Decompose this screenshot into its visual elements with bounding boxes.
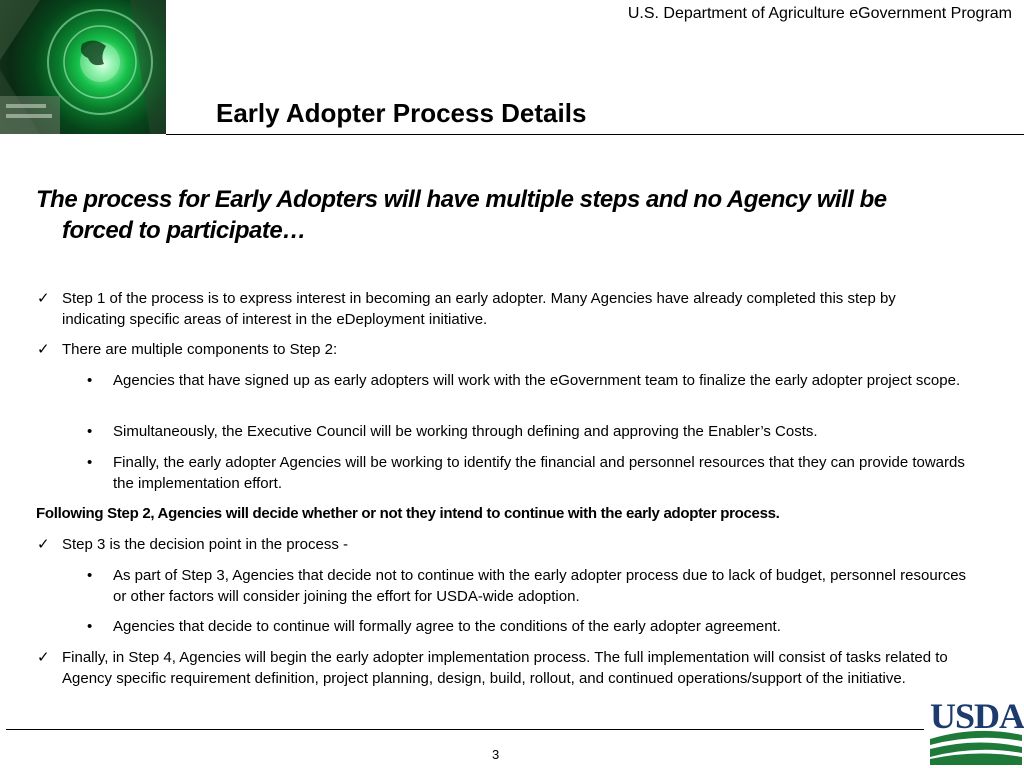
list-item-step-2 bbox=[37, 339, 962, 360]
list-item-text: Finally, the early adopter Agencies will be working to identify the financial and personnel resources that they can provide towards the implementation effort. bbox=[113, 454, 965, 492]
checkmark-icon: ✓ bbox=[37, 536, 50, 553]
lead-statement bbox=[36, 184, 966, 246]
slide-title: Early Adopter Process Details bbox=[216, 98, 587, 128]
bullet-icon: • bbox=[87, 618, 93, 635]
list-item-text: Step 1 of the process is to express interest in becoming an early adopter. Many Agencies have already completed this step by indicating specific areas of interest in the eDeployment initiative. bbox=[62, 290, 896, 328]
lead-line-1: The process for Early Adopters will have multiple steps and no Agency will be bbox=[36, 186, 887, 213]
bullet-icon: • bbox=[87, 454, 93, 471]
list-item-text: Agencies that have signed up as early adopters will work with the eGovernment team to finalize the early adopter project scope. bbox=[113, 372, 961, 389]
checkmark-icon: ✓ bbox=[37, 649, 50, 666]
agency-name: U.S. Department of Agriculture eGovernment Program bbox=[627, 5, 1012, 22]
page-number: 3 bbox=[492, 747, 500, 762]
title-divider bbox=[166, 134, 1024, 135]
list-item-text: Agencies that decide to continue will formally agree to the conditions of the early adopter agreement. bbox=[113, 618, 781, 635]
checkmark-icon: ✓ bbox=[37, 290, 50, 307]
footer-divider bbox=[6, 729, 924, 730]
bullet-icon: • bbox=[87, 567, 93, 584]
sub-item-resources bbox=[87, 452, 973, 494]
lead-line-2: forced to participate… bbox=[62, 217, 306, 244]
step-2-followup-note bbox=[36, 503, 966, 524]
bullet-icon: • bbox=[87, 372, 93, 389]
header-globe-graphic bbox=[0, 0, 166, 134]
sub-item-enabler-costs bbox=[87, 421, 973, 442]
list-item-step-4 bbox=[37, 647, 962, 689]
list-item-text: As part of Step 3, Agencies that decide not to continue with the early adopter process due to lack of budget, personnel resources or other factors will consider joining the effort for USDA-wide adoption. bbox=[113, 567, 967, 605]
bullet-icon: • bbox=[87, 423, 93, 440]
list-item-text: Finally, in Step 4, Agencies will begin the early adopter implementation process. The full implementation will consist of tasks related to Agency specific requirement definition, project planning, design, build, rollout, and continued operations/support of the initiative. bbox=[62, 649, 948, 687]
sub-item-project-scope bbox=[87, 370, 973, 391]
list-item-step-3 bbox=[37, 534, 962, 555]
list-item-text: Step 3 is the decision point in the process - bbox=[62, 536, 348, 553]
list-item-text: Simultaneously, the Executive Council will be working through defining and approving the Enabler’s Costs. bbox=[113, 423, 818, 440]
list-item-text: Following Step 2, Agencies will decide whether or not they intend to continue with the early adopter process. bbox=[36, 505, 780, 522]
sub-item-agreement bbox=[87, 616, 973, 637]
checkmark-icon: ✓ bbox=[37, 341, 50, 358]
usda-logo-text: USDA bbox=[930, 696, 1024, 736]
list-item-text: There are multiple components to Step 2: bbox=[62, 341, 338, 358]
list-item-step-1 bbox=[37, 288, 962, 330]
sub-item-usda-wide bbox=[87, 565, 973, 607]
